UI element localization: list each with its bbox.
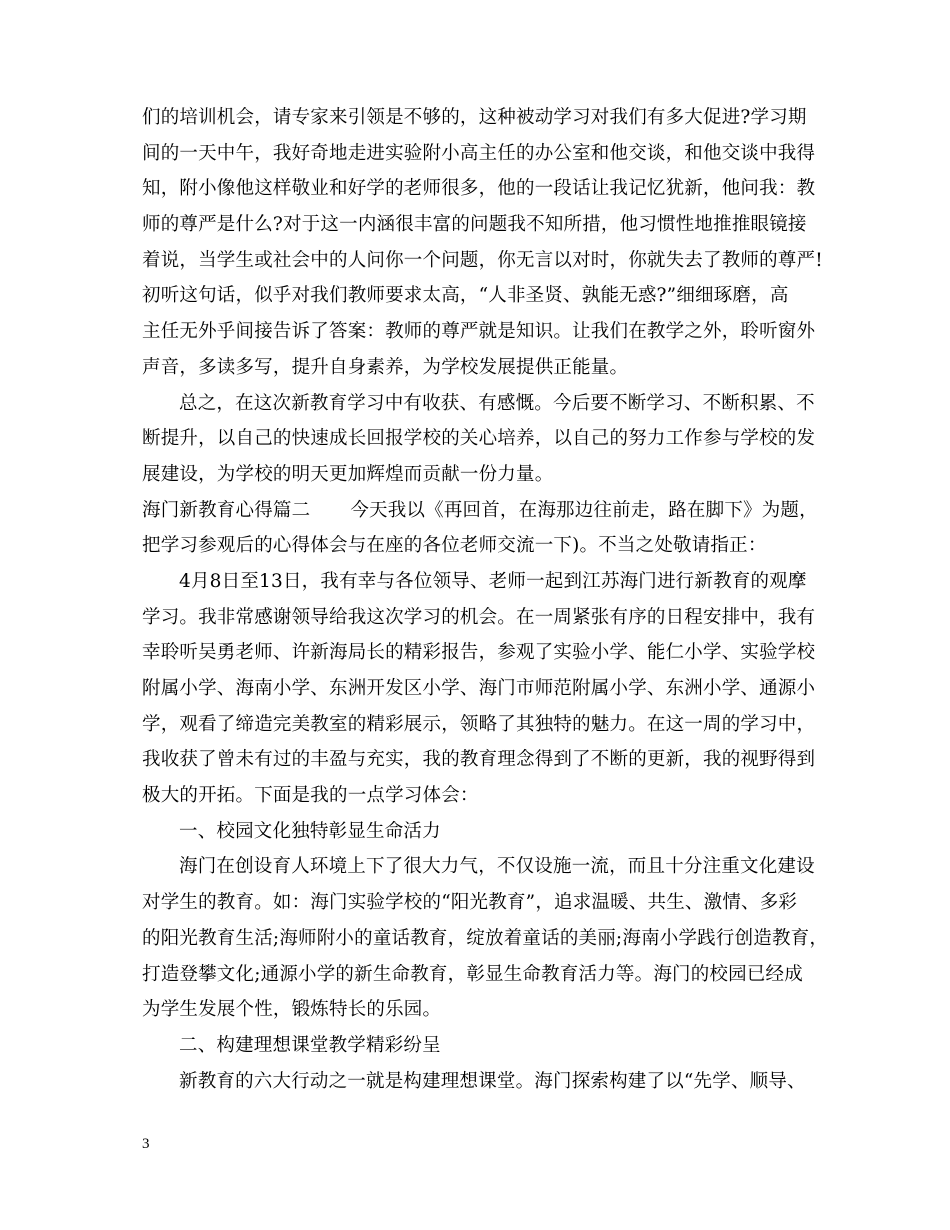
text-line: 对学生的教育。如：海门实验学校的“阳光教育”，追求温暖、共生、激情、多彩 <box>142 892 798 914</box>
text-line: 断提升，以自己的快速成长回报学校的关心培养，以自己的努力工作参与学校的发 <box>142 428 816 450</box>
text-line: 学，观看了缔造完美教室的精彩展示，领略了其独特的魅力。在这一周的学习中， <box>142 713 816 735</box>
text-line: 着说，当学生或社会中的人问你一个问题，你无言以对时，你就失去了教师的尊严! <box>142 249 823 271</box>
text-line: 展建设，为学校的明天更加辉煌而贡献一份力量。 <box>142 463 554 485</box>
subheading: 二、构建理想课堂教学精彩纷呈 <box>179 1034 441 1056</box>
text-line: 学习。我非常感谢领导给我这次学习的机会。在一周紧张有序的日程安排中，我有 <box>142 606 816 628</box>
text-line: 主任无外乎间接告诉了答案：教师的尊严就是知识。让我们在教学之外，聆听窗外 <box>142 321 816 343</box>
text-line: 4月8日至13日，我有幸与各位领导、老师一起到江苏海门进行新教育的观摩 <box>179 570 807 592</box>
text-line: 知，附小像他这样敬业和好学的老师很多，他的一段话让我记忆犹新，他问我：教 <box>142 178 816 200</box>
text-line: 极大的开拓。下面是我的一点学习体会： <box>142 785 479 807</box>
text-line: 的阳光教育生活;海师附小的童话教育，绽放着童话的美丽;海南小学践行创造教育， <box>142 927 829 949</box>
text-line: 新教育的六大行动之一就是构建理想课堂。海门探索构建了以“先学、顺导、 <box>179 1070 806 1092</box>
text-line: 附属小学、海南小学、东洲开发区小学、海门市师范附属小学、东洲小学、通源小 <box>142 678 816 699</box>
text-line: 把学习参观后的心得体会与在座的各位老师交流一下)。不当之处敬请指正： <box>142 535 767 557</box>
text-line: 声音，多读多写，提升自身素养，为学校发展提供正能量。 <box>142 356 629 378</box>
text-line: 师的尊严是什么?对于这一内涵很丰富的问题我不知所措，他习惯性地推推眼镜接 <box>142 214 807 236</box>
subheading: 一、校园文化独特彰显生命活力 <box>179 820 441 842</box>
text-line: 为学生发展个性，锻炼特长的乐园。 <box>142 999 442 1021</box>
text-line: 海门在创设育人环境上下了很大力气，不仅设施一流，而且十分注重文化建设 <box>179 856 815 878</box>
section-title: 海门新教育心得篇二 <box>142 499 311 521</box>
document-body <box>142 100 829 1099</box>
text-line: 我收获了曾未有过的丰盈与充实，我的教育理念得到了不断的更新，我的视野得到 <box>142 749 816 771</box>
text-line: 今天我以《再回首，在海那边往前走，路在脚下》为题， <box>350 499 818 521</box>
text-line: 初听这句话，似乎对我们教师要求太高，“人非圣贤、孰能无惑?”细细琢磨，高 <box>142 285 789 307</box>
page-number: 3 <box>142 1136 150 1152</box>
text-line: 打造登攀文化;通源小学的新生命教育，彰显生命教育活力等。海门的校园已经成 <box>142 963 803 985</box>
text-line: 间的一天中午，我好奇地走进实验附小高主任的办公室和他交谈，和他交谈中我得 <box>142 142 816 164</box>
text-line: 总之，在这次新教育学习中有收获、有感慨。今后要不断学习、不断积累、不 <box>179 392 815 414</box>
text-line: 们的培训机会，请专家来引领是不够的，这种被动学习对我们有多大促进?学习期 <box>142 107 807 128</box>
section-title-line <box>142 493 818 529</box>
text-line: 幸聆听吴勇老师、许新海局长的精彩报告，参观了实验小学、能仁小学、实验学校 <box>142 642 816 664</box>
